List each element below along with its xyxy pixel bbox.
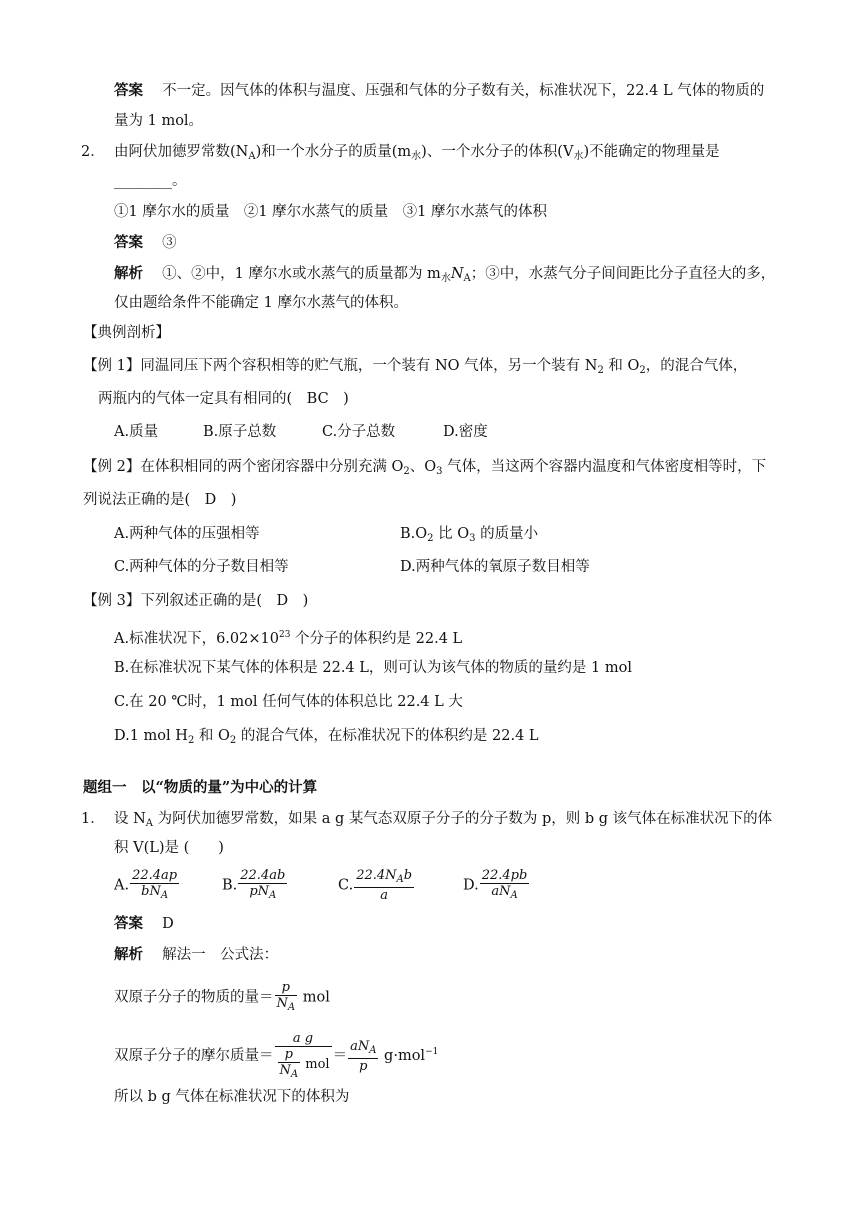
group-q1-last-line: 所以 b g 气体在标准状况下的体积为 (114, 1089, 350, 1105)
fraction-denominator: p (359, 1058, 368, 1074)
inner-denominator (278, 1063, 301, 1082)
group-q1-analysis (114, 945, 278, 965)
formula-molar-mass (114, 1027, 438, 1082)
option-fraction (354, 868, 414, 903)
option-c: C.分子总数 (322, 424, 396, 440)
num-sub: A (396, 874, 404, 885)
formula-fraction (275, 980, 298, 1015)
den-text: pN (249, 884, 270, 899)
ex1-sub-b: 2 (639, 365, 646, 376)
num-text: aN (350, 1038, 370, 1054)
question-2-analysis-line2: 仅由题给条件不能确定 1 摩尔水蒸气的体积。 (114, 295, 408, 311)
opt-sup: 23 (278, 630, 291, 640)
den-sub: A (510, 890, 518, 901)
answer-label: 答案 (114, 82, 143, 99)
opt-text-b: 和 O (194, 728, 230, 744)
formula-compound-fraction (275, 1031, 332, 1082)
analysis-sub-a: 水 (440, 273, 451, 284)
opt-sub-b: 2 (229, 735, 237, 746)
analysis-label: 解析 (114, 946, 143, 963)
opt-prefix: C. (338, 877, 354, 894)
example-1-line2: 两瓶内的气体一定具有相同的( BC ) (98, 391, 349, 407)
den-text: N (276, 996, 288, 1011)
num-text: 22.4N (356, 868, 397, 883)
opt-sub-b: 3 (469, 533, 476, 544)
answer-text: 不一定。因气体的体积与温度、压强和气体的分子数有关，标准状况下，22.4 L 气体的物质的 (162, 83, 765, 99)
opt-prefix: A. (114, 877, 130, 894)
option-fraction (480, 868, 530, 903)
option-b (222, 868, 288, 903)
option-a (114, 625, 462, 649)
question-2-answer (114, 233, 177, 253)
question-number: 1． (81, 811, 105, 827)
fraction-numerator: 22.4ap (132, 868, 178, 883)
example-tag: 【例 2】 (83, 459, 141, 475)
inner-unit: mol (305, 1056, 330, 1072)
option-a: A.两种气体的压强相等 (114, 526, 260, 542)
analysis-text-c: ；③中，水蒸气分子间间距比分子直径大的多， (470, 266, 776, 282)
result-fraction (348, 1039, 378, 1074)
option-b: B.原子总数 (203, 424, 277, 440)
den-text: aN (491, 884, 511, 899)
formula-moles (114, 980, 330, 1015)
ex2-text-b: 、O (409, 459, 437, 475)
inner-fraction (278, 1047, 301, 1082)
intro-answer-line1 (114, 81, 764, 101)
num-text-b: b (403, 868, 413, 883)
question-2-line1 (114, 142, 720, 167)
equals-sign: ＝ (332, 1048, 348, 1064)
group-q1-answer (114, 914, 174, 934)
ex3-text: 下列叙述正确的是( D ) (140, 593, 309, 609)
group-q1-line1 (114, 809, 772, 834)
opt-prefix: D. (463, 877, 479, 894)
ex1-sub-a: 2 (597, 365, 604, 376)
den-sub: A (290, 1068, 299, 1080)
fraction-numerator: 22.4pb (481, 868, 528, 883)
section-heading: 【典例剖析】 (83, 325, 170, 341)
option-c (338, 868, 415, 903)
opt-text-a: D.1 mol H (114, 728, 188, 744)
q2-text-c: )、一个水分子的体积(V (421, 144, 574, 160)
answer-text: ③ (162, 235, 177, 251)
q2-sub-c: 水 (573, 151, 584, 162)
opt-sub-a: 2 (187, 735, 195, 746)
option-b (400, 524, 538, 549)
group-q1-line2: 积 V(L)是 ( ) (114, 840, 224, 856)
ex2-sub-b: 3 (436, 466, 443, 477)
opt-sub-a: 2 (427, 533, 434, 544)
inner-numerator: p (278, 1047, 301, 1063)
q2-sub-b: 水 (411, 151, 422, 162)
question-2-options: ①1 摩尔水的质量 ②1 摩尔水蒸气的质量 ③1 摩尔水蒸气的体积 (114, 204, 548, 220)
fraction-denominator (480, 884, 530, 903)
analysis-text-a: ①、②中，1 摩尔水或水蒸气的质量都为 m (162, 266, 441, 282)
example-1-line1 (83, 356, 747, 381)
den-sub: A (269, 890, 277, 901)
example-tag: 【例 3】 (83, 593, 141, 609)
num-sub: A (369, 1044, 377, 1056)
example-2-line2: 列说法正确的是( D ) (83, 492, 237, 508)
analysis-text: 解法一 公式法： (162, 947, 279, 963)
fraction-numerator (348, 1039, 378, 1059)
answer-label: 答案 (114, 234, 143, 251)
opt-prefix: B. (222, 877, 238, 894)
ex2-sub-a: 2 (403, 466, 410, 477)
fraction-denominator (238, 884, 287, 903)
fraction-numerator: 22.4ab (240, 868, 286, 883)
option-a (114, 868, 180, 903)
ex1-text-a: 同温同压下两个容积相等的贮气瓶，一个装有 NO 气体，另一个装有 N (140, 358, 598, 374)
question-number: 2． (81, 144, 105, 160)
opt-text-a: B.O (400, 526, 428, 542)
ex1-text-b: 和 O (603, 358, 640, 374)
option-d: D.两种气体的氧原子数目相等 (400, 559, 590, 575)
q2-text-a: 由阿伏加德罗常数(N (114, 144, 249, 160)
ex2-text-a: 在体积相同的两个密闭容器中分别充满 O (140, 459, 404, 475)
answer-text: D (162, 916, 174, 932)
opt-text-b: 比 O (433, 526, 470, 542)
fraction-numerator: p (275, 980, 298, 996)
fraction-denominator (130, 884, 179, 903)
opt-text-b: 个分子的体积约是 22.4 L (290, 631, 463, 647)
analysis-text-b: N (450, 266, 464, 282)
q2-text-d: )不能确定的物理量是 (583, 144, 720, 160)
opt-text-a: A.标准状况下，6.02×10 (114, 631, 279, 647)
g1-text-a: 设 N (114, 811, 146, 827)
option-c: C.在 20 ℃时，1 mol 任何气体的体积总比 22.4 L 大 (114, 694, 463, 710)
ex2-text-c: 气体，当这两个容器内温度和气体密度相等时，下 (442, 459, 767, 475)
g1-text-b: 为阿伏加德罗常数，如果 a g 某气态双原子分子的分子数为 p，则 b g 该气体在标准状况下的体 (153, 811, 773, 827)
group-heading: 题组一 以“物质的量”为中心的计算 (83, 779, 318, 796)
fraction-denominator (275, 1047, 332, 1082)
den-text: N (279, 1062, 291, 1078)
q2-text-b: )和一个水分子的质量(m (255, 144, 412, 160)
question-2-analysis-line1 (114, 264, 775, 289)
g1-sub-a: A (145, 818, 154, 829)
intro-answer-line2: 量为 1 mol。 (114, 113, 204, 129)
example-2-line1 (83, 457, 766, 482)
formula-unit: g·mol (384, 1048, 426, 1064)
formula-unit: mol (302, 989, 330, 1006)
example-3-line1 (83, 591, 308, 611)
option-b: B.在标准状况下某气体的体积是 22.4 L，则可认为该气体的物质的量约是 1 mol (114, 660, 632, 676)
opt-text-c: 的混合气体，在标准状况下的体积约是 22.4 L (236, 728, 539, 744)
question-2-blank: ________。 (114, 173, 187, 189)
option-fraction (238, 868, 287, 903)
analysis-label: 解析 (114, 265, 143, 282)
analysis-sub-b: A (463, 273, 471, 284)
example-tag: 【例 1】 (83, 358, 141, 374)
den-text: bN (141, 884, 161, 899)
fraction-denominator: a (380, 888, 389, 903)
option-d: D.密度 (443, 424, 488, 440)
option-d (463, 868, 530, 903)
q2-sub-a: A (248, 151, 256, 162)
den-sub: A (160, 890, 169, 901)
formula-label: 双原子分子的物质的量＝ (114, 989, 274, 1006)
option-c: C.两种气体的分子数目相等 (114, 559, 289, 575)
answer-label: 答案 (114, 915, 143, 932)
unit-sup: −1 (425, 1047, 439, 1057)
option-a: A.质量 (114, 424, 159, 440)
den-sub: A (287, 1002, 296, 1013)
formula-label: 双原子分子的摩尔质量＝ (114, 1048, 274, 1064)
fraction-numerator: a g (275, 1031, 332, 1047)
opt-text-c: 的质量小 (475, 526, 539, 542)
fraction-numerator (354, 868, 414, 888)
fraction-denominator (275, 996, 298, 1015)
option-fraction (130, 868, 179, 903)
option-d (114, 726, 539, 751)
ex1-text-c: ，的混合气体， (645, 358, 748, 374)
